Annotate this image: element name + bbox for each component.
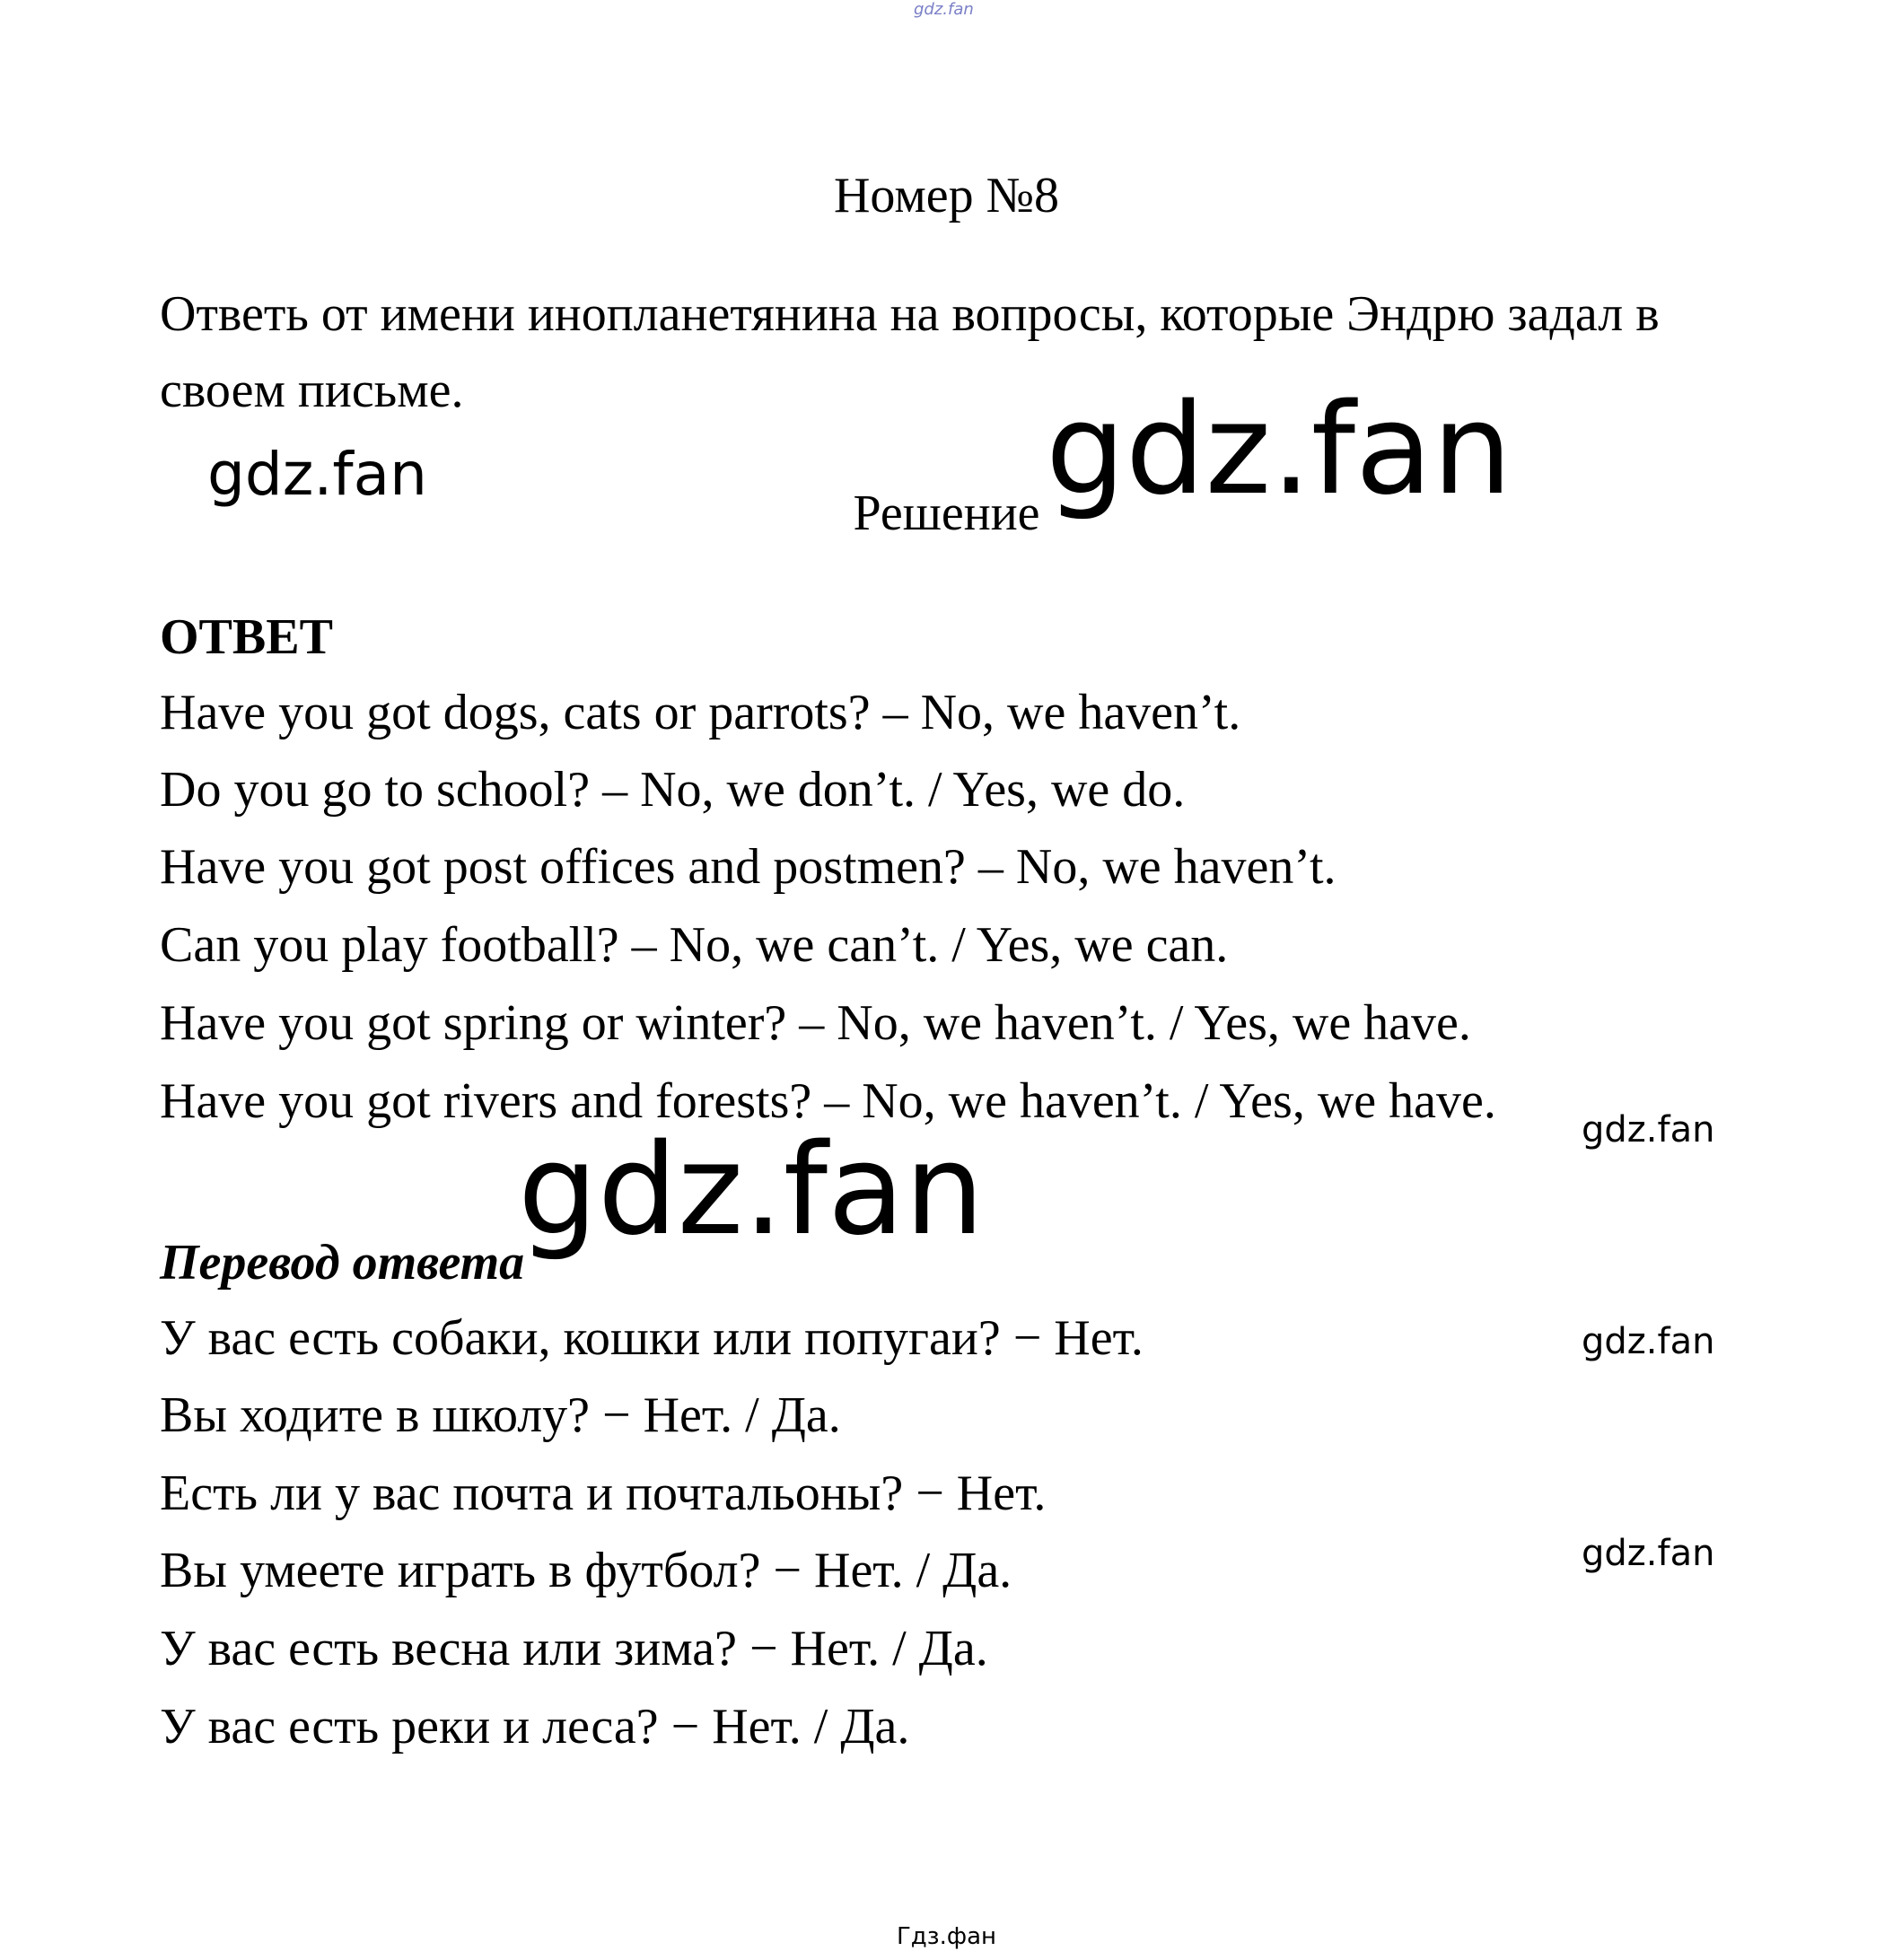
translation-line: У вас есть реки и леса? − Нет. / Да.: [160, 1699, 910, 1754]
task-text-line-1: Ответь от имени инопланетянина на вопросы, которые Эндрю задал в: [160, 286, 1660, 342]
translation-heading: Перевод ответа: [160, 1235, 525, 1291]
footer-watermark: Гдз.фан: [896, 1923, 997, 1950]
watermark-large-bottom: gdz.fan: [518, 1117, 985, 1264]
watermark-right: gdz.fan: [1582, 1109, 1715, 1151]
top-watermark: gdz.fan: [914, 0, 974, 19]
answer-line: Can you play football? – No, we can’t. / Yes, we can.: [160, 917, 1229, 973]
watermark-right: gdz.fan: [1582, 1321, 1715, 1362]
answer-line: Do you go to school? – No, we don’t. / Yes, we do.: [160, 762, 1186, 818]
answer-heading: ОТВЕТ: [160, 609, 333, 665]
watermark-large-middle: gdz.fan: [1046, 377, 1512, 523]
answer-line: Have you got spring or winter? – No, we haven’t. / Yes, we have.: [160, 995, 1471, 1051]
translation-line: Вы умеете играть в футбол? − Нет. / Да.: [160, 1543, 1012, 1598]
translation-line: Вы ходите в школу? − Нет. / Да.: [160, 1387, 841, 1443]
page-title: Номер №8: [833, 168, 1060, 223]
translation-line: Есть ли у вас почта и почтальоны? − Нет.: [160, 1466, 1047, 1521]
translation-line: У вас есть собаки, кошки или попугаи? − Нет.: [160, 1310, 1144, 1366]
translation-line: У вас есть весна или зима? − Нет. / Да.: [160, 1621, 988, 1676]
answer-line: Have you got dogs, cats or parrots? – No, we haven’t.: [160, 685, 1241, 740]
task-text-line-2: своем письме.: [160, 363, 464, 418]
watermark-right: gdz.fan: [1582, 1533, 1715, 1574]
watermark-small-left: gdz.fan: [207, 440, 427, 509]
answer-line: Have you got post offices and postmen? – No, we haven’t.: [160, 839, 1336, 895]
answer-line: Have you got rivers and forests? – No, we haven’t. / Yes, we have.: [160, 1073, 1496, 1129]
solution-label: Решение: [853, 486, 1040, 541]
